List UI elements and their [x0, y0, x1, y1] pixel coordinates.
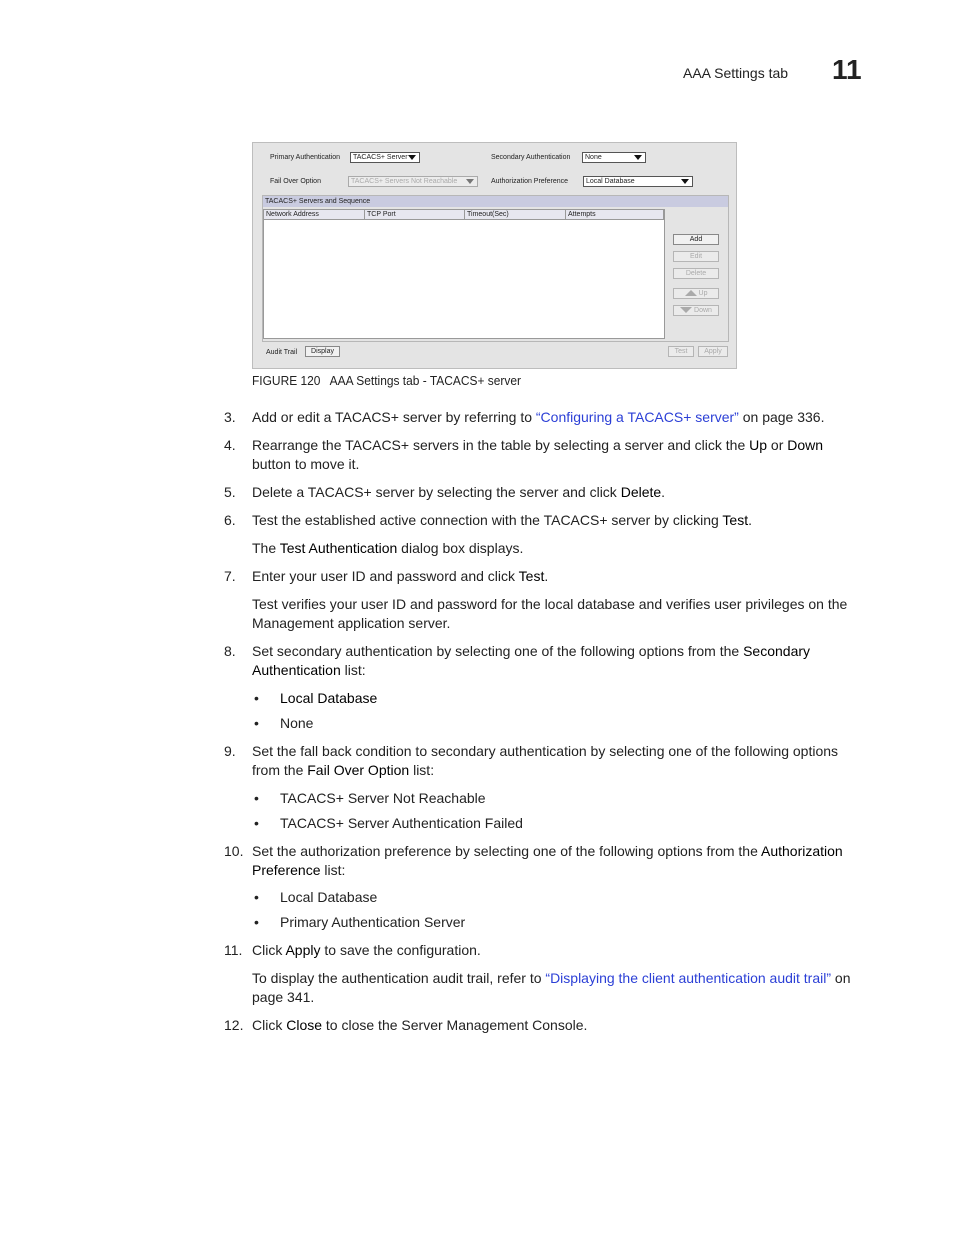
step-text: The: [252, 540, 280, 556]
list-item: [254, 714, 313, 733]
down-button[interactable]: [673, 305, 719, 316]
step-text: list:: [340, 662, 366, 678]
step-text: Click: [252, 942, 286, 958]
authz-pref-dropdown[interactable]: [583, 176, 693, 187]
step-text: list:: [409, 762, 435, 778]
col-tcp-port[interactable]: TCP Port: [365, 210, 465, 220]
step-text: to close the Server Management Console.: [322, 1017, 588, 1033]
list-item: [254, 789, 486, 808]
primary-auth-value: TACACS+ Server: [353, 154, 408, 161]
step-number: 8.: [224, 643, 236, 659]
list-item-text: None: [280, 715, 314, 731]
secondary-auth-value: None: [585, 154, 602, 161]
step-text: Set the authorization preference by selecting one of the following options from the: [252, 843, 761, 859]
step-11-note: [252, 969, 860, 1007]
delete-button[interactable]: Delete: [673, 268, 719, 279]
step-6: [224, 511, 860, 530]
step-text: Test the established active connection with the TACACS+ server by clicking: [252, 512, 723, 528]
fail-over-dropdown[interactable]: [348, 176, 478, 187]
configuring-tacacs-link[interactable]: “Configuring a TACACS+ server”: [535, 409, 739, 425]
add-button[interactable]: Add: [673, 234, 719, 245]
step-number: 6.: [224, 512, 236, 528]
figure-caption-text: AAA Settings tab - TACACS+ server: [329, 373, 521, 388]
step-text: .: [544, 568, 549, 584]
step-10: [224, 842, 860, 880]
bullet: •: [254, 889, 259, 905]
step-text: Add or edit a TACACS+ server by referring to: [252, 409, 536, 425]
col-attempts[interactable]: Attempts: [566, 210, 664, 220]
list-item: [254, 913, 465, 932]
arrow-up-icon: [685, 290, 697, 296]
down-label: Down: [694, 307, 712, 314]
audit-trail-label: Audit Trail: [266, 349, 298, 356]
chevron-down-icon: [681, 179, 689, 184]
audit-trail-link[interactable]: “Displaying the client authentication audit trail”: [545, 970, 832, 986]
test-button[interactable]: Test: [668, 346, 694, 357]
panel-title: TACACS+ Servers and Sequence: [263, 196, 728, 207]
step-number: 3.: [224, 409, 236, 425]
servers-panel: [262, 195, 729, 342]
chevron-down-icon: [634, 155, 642, 160]
ui-term: Close: [286, 1017, 323, 1033]
list-item-text: TACACS+ Server Authentication Failed: [280, 815, 523, 831]
ui-term: Apply: [285, 942, 321, 958]
secondary-auth-dropdown[interactable]: [582, 152, 646, 163]
fail-over-label: Fail Over Option: [270, 178, 321, 185]
ui-term: Fail Over Option: [307, 762, 410, 778]
col-network-address[interactable]: Network Address: [264, 210, 365, 220]
list-item-text: Primary Authentication Server: [280, 914, 466, 930]
step-text: .: [748, 512, 752, 528]
list-item: [254, 814, 523, 833]
bullet: •: [254, 690, 259, 706]
step-text: Delete a TACACS+ server by selecting the server and click: [252, 484, 621, 500]
step-8: [224, 642, 860, 680]
edit-button[interactable]: Edit: [673, 251, 719, 262]
col-timeout[interactable]: Timeout(Sec): [465, 210, 566, 220]
step-text: dialog box displays.: [397, 540, 524, 556]
step-text: on page 336.: [738, 409, 825, 425]
chapter-number: 11: [832, 54, 862, 85]
step-text: button to move it.: [252, 456, 360, 472]
step-text: Set the fall back condition to secondary authentication by selecting one of the following options from the: [252, 743, 839, 778]
step-text: Rearrange the TACACS+ servers in the table by selecting a server and click the: [252, 437, 750, 453]
list-item-text: Local Database: [280, 889, 378, 905]
authz-pref-label: Authorization Preference: [491, 178, 569, 185]
bullet: •: [254, 914, 259, 930]
step-text: Set secondary authentication by selecting one of the following options from the: [252, 643, 744, 659]
step-text: Click: [252, 1017, 287, 1033]
up-button[interactable]: [673, 288, 719, 299]
step-text: or: [767, 437, 788, 453]
figure-label: FIGURE 120: [252, 373, 321, 388]
step-number: 7.: [224, 568, 236, 584]
display-button[interactable]: Display: [305, 346, 340, 357]
step-4: [224, 436, 860, 474]
list-item-text: TACACS+ Server Not Reachable: [280, 790, 486, 806]
ui-term: Test: [722, 512, 749, 528]
list-item-text: Local Database: [280, 690, 378, 706]
ui-term: Test: [518, 568, 545, 584]
bullet: •: [254, 815, 259, 831]
step-6-note: [252, 539, 860, 558]
ui-term: Up: [749, 437, 768, 453]
ui-term: Secondary Authentication: [252, 643, 811, 678]
figure-caption: [252, 373, 521, 388]
step-text: Enter your user ID and password and click: [252, 568, 519, 584]
section-title: AAA Settings tab: [683, 65, 789, 81]
step-number: 11.: [224, 942, 243, 958]
step-text: .: [661, 484, 666, 500]
bullet: •: [254, 790, 259, 806]
step-text: list:: [320, 862, 346, 878]
ui-term: Down: [787, 437, 824, 453]
primary-auth-dropdown[interactable]: [350, 152, 420, 163]
servers-table[interactable]: [263, 209, 665, 339]
step-number: 10.: [224, 843, 244, 859]
bullet: •: [254, 715, 259, 731]
arrow-down-icon: [680, 307, 692, 313]
up-label: Up: [698, 290, 708, 297]
step-text: to save the configuration.: [320, 942, 481, 958]
step-7: [224, 567, 860, 586]
step-number: 4.: [224, 437, 236, 453]
list-item: [254, 888, 377, 907]
fail-over-value: TACACS+ Servers Not Reachable: [351, 178, 458, 185]
chevron-down-icon: [466, 179, 474, 184]
step-11: [224, 941, 860, 960]
ui-term: Test Authentication: [279, 540, 398, 556]
chevron-down-icon: [408, 155, 416, 160]
secondary-auth-label: Secondary Authentication: [491, 154, 571, 161]
step-3: [224, 408, 860, 427]
step-12: [224, 1016, 860, 1035]
step-7-note: Test verifies your user ID and password for the local database and verifies user privileges on the Management application server.: [252, 596, 848, 631]
ui-term: Authorization Preference: [252, 843, 843, 878]
ui-term: Delete: [620, 484, 662, 500]
list-item: [254, 689, 377, 708]
authz-pref-value: Local Database: [586, 178, 635, 185]
step-number: 9.: [224, 743, 236, 759]
aaa-settings-dialog: [252, 142, 737, 369]
step-text: on page 341.: [252, 970, 851, 1005]
step-5: [224, 483, 860, 502]
step-text: To display the authentication audit trail, refer to: [252, 970, 546, 986]
step-9: [224, 742, 860, 780]
step-number: 12.: [224, 1017, 244, 1033]
apply-button[interactable]: Apply: [698, 346, 728, 357]
step-number: 5.: [224, 484, 236, 500]
primary-auth-label: Primary Authentication: [270, 154, 341, 161]
